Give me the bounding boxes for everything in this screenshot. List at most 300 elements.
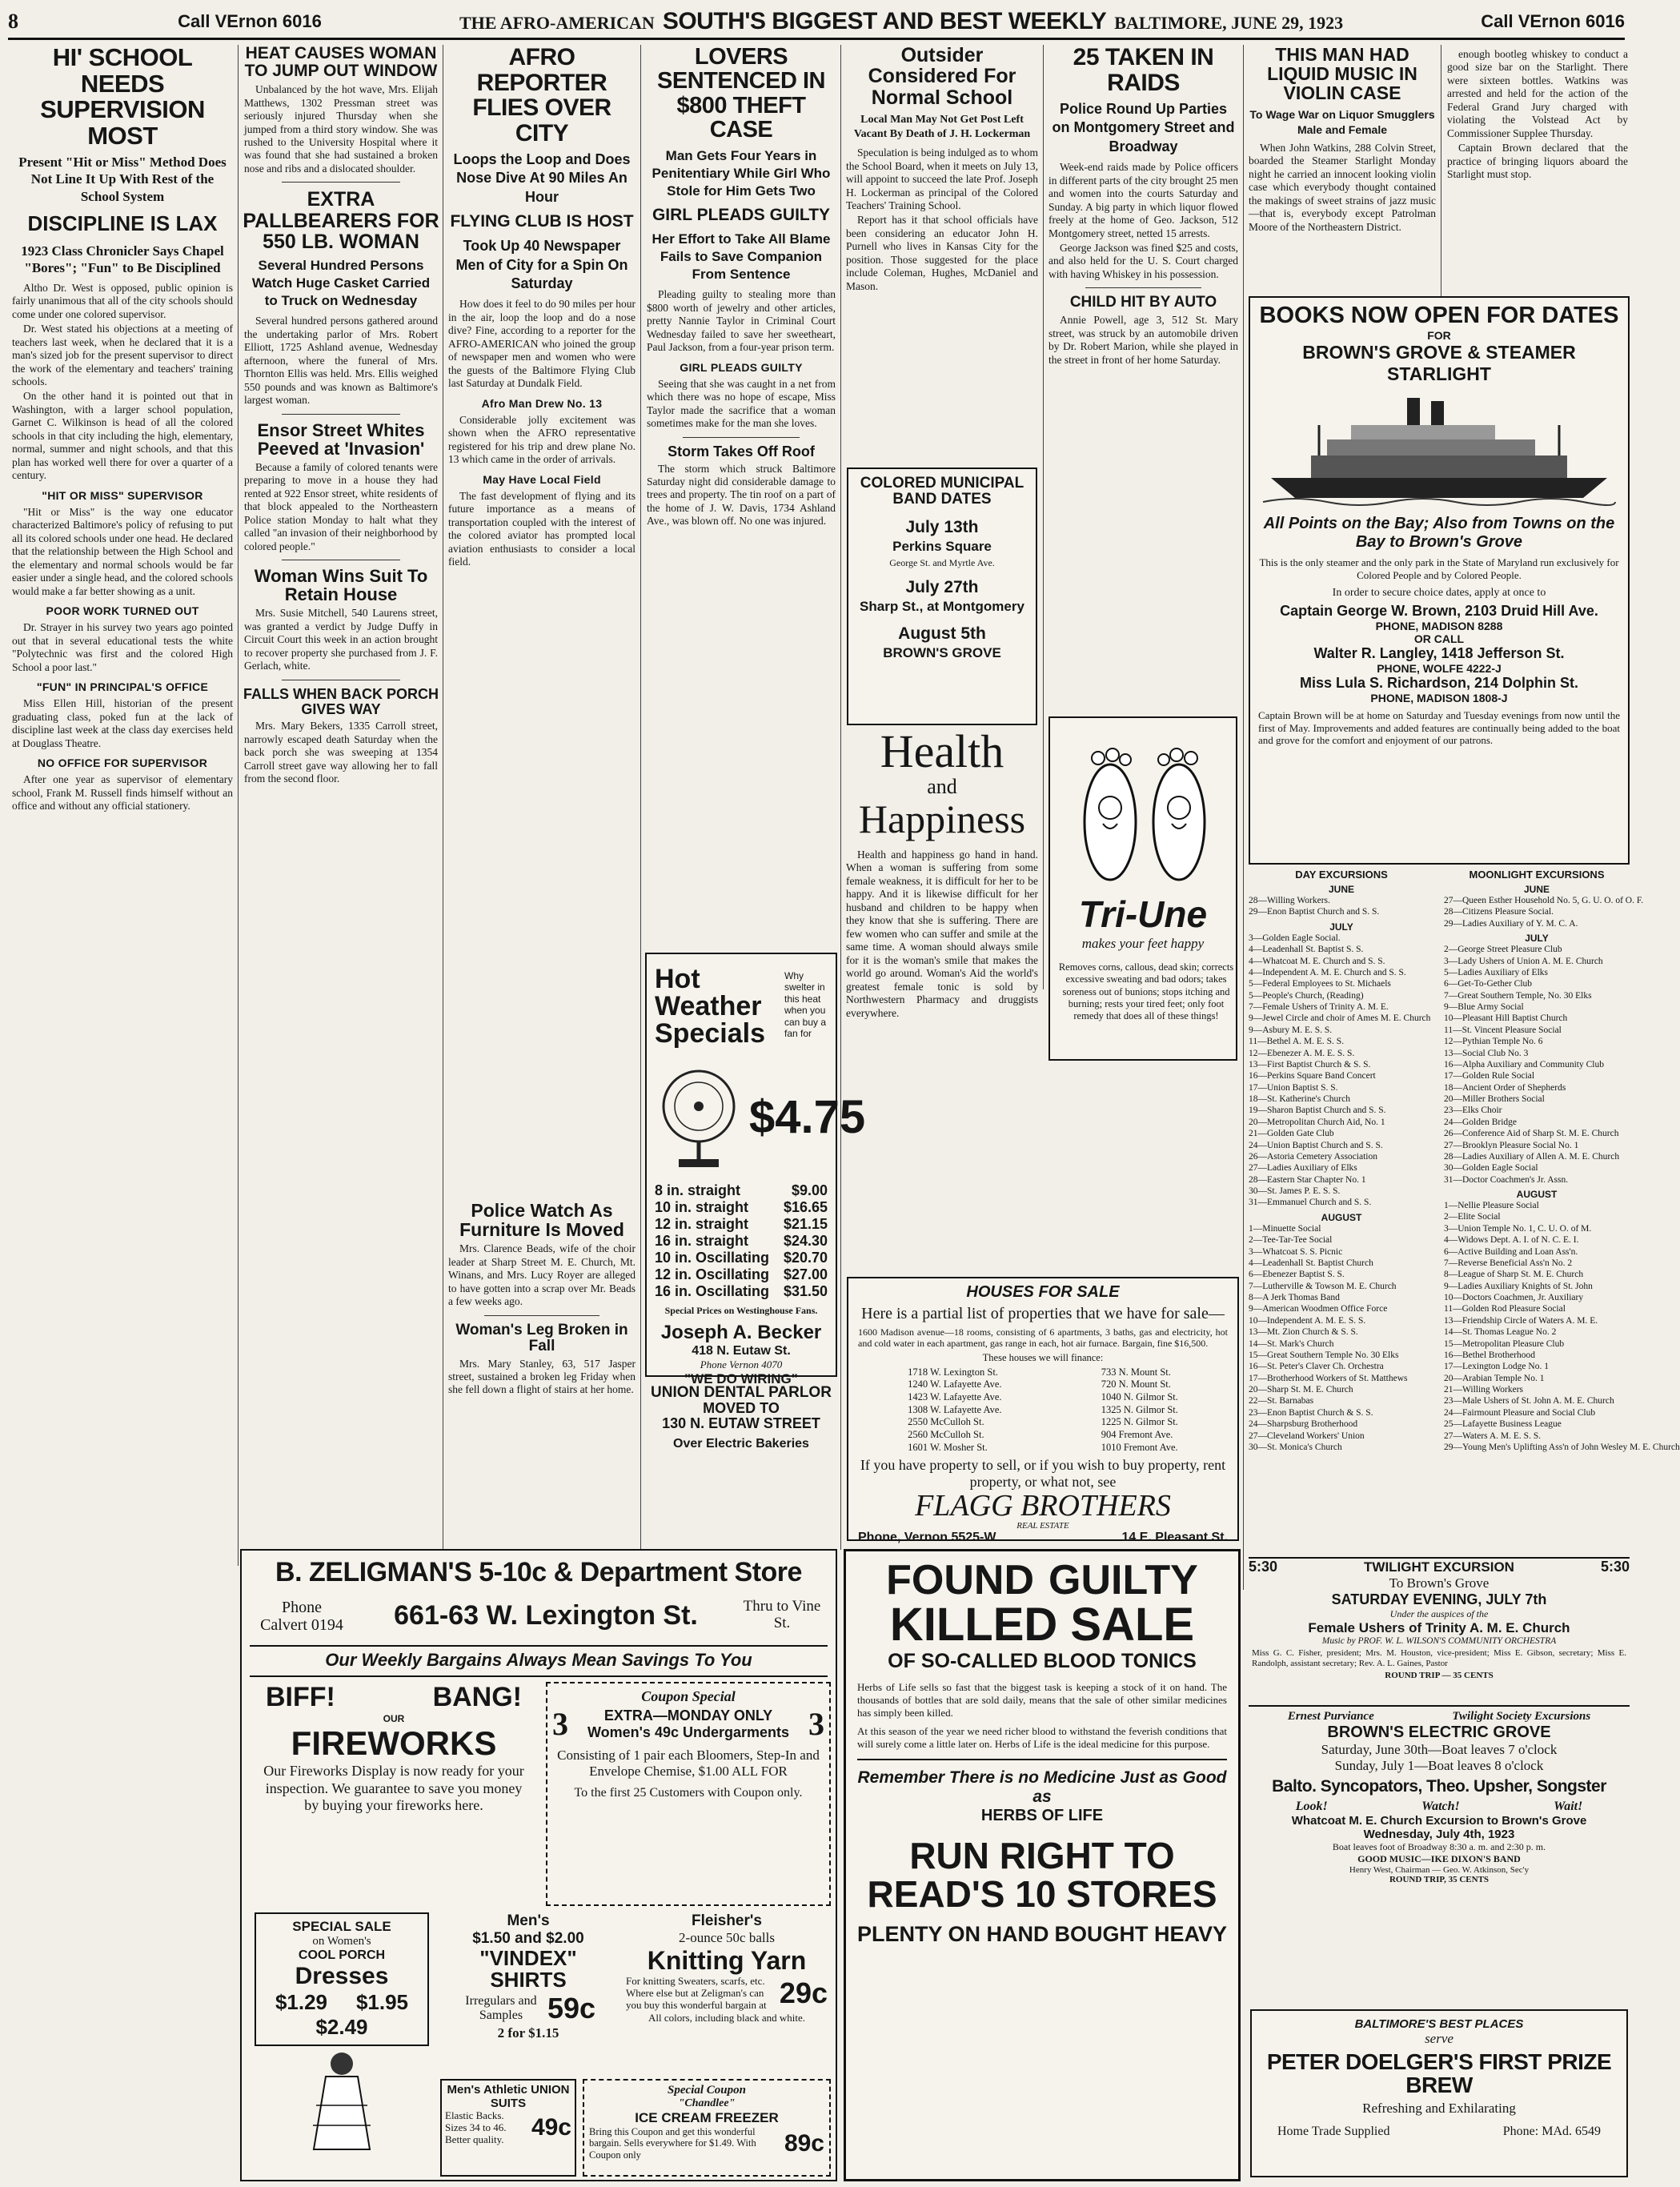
list-item: 11—Golden Rod Pleasure Social (1444, 1304, 1566, 1314)
union-suits-section (440, 2079, 576, 2177)
list-item: 1423 W. Lafayette Ave. (908, 1391, 1002, 1403)
column-rule (238, 45, 239, 1566)
paragraph: Considerable jolly excitement was shown when the AFRO representative registered for his trip and drew plane No. 13 which came in the order of arrivals. (448, 413, 636, 466)
ad-body: Elastic Backs. Sizes 34 to 46. Better quality. (445, 2109, 507, 2145)
list-item: 27—Waters A. M. E. S. S. (1444, 1431, 1542, 1441)
ad-line: 2-ounce 50c balls (679, 1930, 775, 1945)
list-item: 12—Ebenezer A. M. E. S. S. (1249, 1048, 1355, 1058)
price-value: $24.30 (783, 1233, 828, 1249)
ad-name: PETER DOELGER'S FIRST PRIZE BREW (1266, 2049, 1612, 2098)
fireworks-section (250, 1682, 538, 1906)
deck-3: Her Effort to Take All Blame Fails to Save Companion From Sentence (652, 231, 831, 283)
ad-item: Knitting Yarn (647, 1946, 807, 1975)
phone-number: Calvert 0194 (260, 1616, 343, 1634)
band-title: COLORED MUNICIPAL BAND DATES (860, 475, 1024, 508)
list-item: 720 N. Mount St. (1101, 1378, 1171, 1390)
column-rule (840, 45, 841, 1550)
paragraph: Week-end raids made by Police officers in different parts of the city brought 25 men and women into the courts Saturday and Sunday. A big party in which liquor flowed freely at the home of Geo. Jackson, 512 Montgomery street, netted 15 arrests. (1048, 161, 1238, 239)
paragraph: George Jackson was fined $25 and costs, and also held for the U. S. Court charged with having Whiskey in his possession. (1048, 241, 1238, 280)
column-3-lower (446, 1201, 638, 1537)
price-value: $27.00 (783, 1266, 828, 1282)
time-left: 5:30 (1249, 1559, 1278, 1575)
steamer-icon (1263, 390, 1615, 510)
list-item: 29—Ladies Auxiliary of Y. M. C. A. (1444, 918, 1578, 929)
ad-health-happiness (844, 725, 1040, 1273)
price-item: 8 in. straight (655, 1182, 741, 1198)
section-heading: POOR WORK TURNED OUT (46, 604, 199, 618)
paragraph: Annie Powell, age 3, 512 St. Mary street, was struck by an automobile driven by Dr. Robert Marion, while she played in the street in front of her home Saturday. (1048, 314, 1238, 366)
ad-title: TWILIGHT EXCURSION (1364, 1559, 1514, 1575)
deck-2: GIRL PLEADS GUILTY (652, 206, 831, 225)
ad-line: Under the auspices of the (1389, 1608, 1489, 1619)
price-item: 16 in. Oscillating (655, 1283, 770, 1299)
divider (282, 414, 401, 415)
paragraph: On the other hand it is pointed out that in Washington, with a larger school population, Garnet C. Wilkinson is head of all the colored schools in that city including the high, elementary, normal, summer and night schools, and that this plan has worked well there for over a quarter of a century. (12, 390, 233, 482)
ad-title-2: and (927, 775, 957, 798)
list-item: 2—Tee-Tar-Tee Social (1249, 1235, 1333, 1246)
ad-for: FOR (1427, 329, 1451, 342)
list-item: 29—Young Men's Uplifting Ass'n of John Wesley M. E. Church (1444, 1442, 1680, 1452)
list-item: 13—Friendship Circle of Waters A. M. E. (1444, 1315, 1598, 1326)
price-list (647, 1182, 836, 1387)
ad-body: Herbs of Life sells so fast that the biggest task is keeping a stock of it on hand. The thousands of bottles that are sold daily, means that the sale of other similar medicines has simply been killed. (857, 1680, 1227, 1720)
list-item: 16—St. Peter's Claver Ch. Orchestra (1249, 1362, 1384, 1372)
ad-found: FOUND (886, 1557, 1035, 1603)
deck: Present "Hit or Miss" Method Does Not Line It Up With Rest of the School System (18, 154, 227, 204)
headline-heat: HEAT CAUSES WOMAN TO JUMP OUT WINDOW (244, 44, 438, 81)
shirts-section (440, 1912, 616, 2073)
ad-line: Ernest Purviance (1287, 1710, 1374, 1723)
list-item: 1225 N. Gilmor St. (1101, 1416, 1178, 1428)
paragraph: Mrs. Mary Bekers, 1335 Carroll street, narrowly escaped death Saturday when the back porch she was sweeping at 1354 Carroll street gave way allowing her to fall from the second floor. (244, 720, 438, 785)
list-item: 2—George Street Pleasure Club (1444, 945, 1562, 955)
deck: Man Gets Four Years in Penitentiary While Girl Who Stole for Him Gets Two (652, 147, 831, 199)
price-row (647, 1199, 836, 1216)
list-item: 904 Fremont Ave. (1101, 1428, 1173, 1440)
list-item: 13—Social Club No. 3 (1444, 1048, 1529, 1058)
list-item: 31—Emmanuel Church and S. S. (1249, 1198, 1372, 1208)
article-raids (1046, 45, 1241, 733)
list-item: 24—Union Baptist Church and S. S. (1249, 1140, 1383, 1150)
deck-3: Took Up 40 Newspaper Men of City for a Spin On Saturday (455, 238, 628, 291)
contact-1-phone: PHONE, MADISON 8288 (1375, 620, 1503, 632)
ad-body: Health and happiness go hand in hand. When a woman is suffering from some female weakness, it is difficult for her to be happy. And it is likewise difficult for her husband and children to be happy when they know that she is suffering. There are few women who can suffer and smile at the same time. A woman should always smile for it is the woman's smile that makes the world go around. Woman's Aid the world's greatest female tonic is sold by Northwestern Pharmacy and druggists everywhere. (846, 849, 1038, 1019)
list-item: 15—Great Southern Temple No. 30 Elks (1249, 1350, 1399, 1360)
column-2 (242, 45, 440, 1558)
ad-title: BOOKS NOW OPEN FOR DATES (1259, 303, 1619, 328)
excursion-lists (1249, 869, 1680, 1553)
list-item: 9—Blue Army Social (1444, 1002, 1524, 1012)
ad-houses (847, 1277, 1239, 1544)
paragraph: When John Watkins, 288 Colvin Street, boarded the Steamer Starlight Monday night he carried an innocent looking violin case which everybody thought contained the makings of sweet strains of jazz music—that is, everybody except Patrolman Moore of the Northeastern District. (1249, 141, 1436, 233)
article-violin-cont (1445, 45, 1630, 293)
list-item: 5—Ladies Auxiliary of Elks (1444, 967, 1548, 977)
band-place: Sharp St., at Montgomery (860, 599, 1024, 615)
ad-ex: Boat leaves foot of Broadway 8:30 a. m. and 2:30 p. m. (1332, 1841, 1546, 1852)
ad-music: Music by PROF. W. L. WILSON'S COMMUNITY ORCHESTRA (1321, 1636, 1557, 1646)
ad-brew (1250, 2009, 1628, 2177)
column-rule (640, 45, 641, 1566)
price-item: 12 in. Oscillating (655, 1266, 770, 1282)
list-item: 20—Miller Brothers Social (1444, 1094, 1545, 1104)
ad-top: BALTIMORE'S BEST PLACES (1354, 2017, 1524, 2031)
list-item: 26—Astoria Cemetery Association (1249, 1151, 1377, 1162)
call-left: Call VErnon 6016 (178, 10, 322, 31)
paper-name: THE AFRO-AMERICAN (459, 12, 655, 33)
article-high-school (10, 45, 235, 2181)
ad-ex: Whatcoat M. E. Church Excursion to Brown's Grove (1291, 1814, 1587, 1828)
list-item: 1040 N. Gilmor St. (1101, 1391, 1178, 1403)
list-item: 22—St. Barnabas (1249, 1396, 1314, 1407)
ad-sun: Sunday, July 1—Boat leaves 8 o'clock (1334, 1758, 1544, 1773)
paragraph: Mrs. Clarence Beads, wife of the choir leader at Sharp Street M. E. Church, Mt. Winans, and Mrs. Lucy Royer are alleged to have gotten into a scrap over Mr. Beads a few weeks ago. (448, 1242, 636, 1308)
paragraph: Miss Ellen Hill, historian of the present graduating class, poked fun at the lack of discipline last week at the class day exercises held at Douglass Theatre. (12, 697, 233, 749)
list-item: 17—Golden Rule Social (1444, 1071, 1535, 1081)
ad-dental (645, 1385, 837, 1497)
list-item: 31—Doctor Coachmen's Jr. Assn. (1444, 1174, 1569, 1185)
coupon-undergarments (546, 1682, 831, 1906)
bang-text: BANG! (432, 1682, 522, 1712)
list-item: 20—Sharp St. M. E. Church (1249, 1385, 1353, 1394)
ad-stores: READ'S 10 STORES (867, 1873, 1217, 1916)
article-lovers (644, 45, 838, 957)
section-heading: May Have Local Field (483, 472, 601, 486)
coupon-freezer (583, 2079, 831, 2177)
fireworks-title: FIREWORKS (291, 1724, 497, 1762)
ad-info: This is the only steamer and the only park in the State of Maryland run exclusively for Colored People and by Colored People. (1259, 556, 1619, 581)
ad-killed-sale: KILLED SALE (889, 1599, 1195, 1651)
list-item: 1240 W. Lafayette Ave. (908, 1378, 1002, 1390)
price-row (647, 1283, 836, 1300)
list-item: 30—St. Monica's Church (1249, 1442, 1342, 1452)
merchant-address: 418 N. Eutaw St. (692, 1344, 791, 1358)
deck-2: FLYING CLUB IS HOST (450, 212, 634, 231)
ad-body: Removes corns, callous, dead skin; corrects excessive sweating and bad odors; takes soreness out of bunions; stops itching and burning; rests your tired feet; only foot remedy that does all of these things! (1058, 961, 1234, 1021)
ad-intro: Here is a partial list of properties that we have for sale— (861, 1305, 1225, 1322)
list-item: 20—Metropolitan Church Aid, No. 1 (1249, 1117, 1385, 1127)
paragraph: Dr. West stated his objections at a meeting of teachers last week, when he declared that it is a man's sized job for the present supervisor to direct the work of the elementary and teachers' training schools. (12, 323, 233, 388)
ad-title: HOUSES FOR SALE (966, 1283, 1120, 1301)
headline: AFRO REPORTER FLIES OVER CITY (472, 44, 611, 146)
price: 29c (779, 1976, 828, 2010)
ad-electric-grove (1249, 1705, 1630, 1993)
list-item: 3—Union Temple No. 1, C. U. O. of M. (1444, 1223, 1592, 1234)
firm-phone: Phone, Vernon 5525-W (858, 1530, 996, 1544)
list-item: 19—Sharon Baptist Church and S. S. (1249, 1106, 1386, 1116)
contact-3-phone: PHONE, MADISON 1808-J (1370, 692, 1508, 704)
band-place-sub: George St. and Myrtle Ave. (889, 557, 995, 569)
list-item: 23—Male Ushers of St. John A. M. E. Church (1444, 1396, 1614, 1407)
ad-closing: Captain Brown will be at home on Saturday and Tuesday evenings from now until the first of May. Improvements and added features are continually being added to the boat and grove for the comfort and enjoyment of our patrons. (1258, 709, 1620, 747)
time-right: 5:30 (1600, 1559, 1630, 1575)
list-item: 9—American Woodmen Office Force (1249, 1304, 1388, 1314)
list-item: 16—Perkins Square Band Concert (1249, 1071, 1376, 1081)
coupon-title: Coupon Special (641, 1688, 736, 1704)
list-item: 6—Get-To-Gether Club (1444, 979, 1533, 989)
ad-brand: Tri-Une (1078, 893, 1208, 935)
ad-ex: Henry West, Chairman — Geo. W. Atkinson, Sec'y (1349, 1865, 1530, 1875)
coupon-body: Bring this Coupon and get this wonderful bargain. Sells everywhere for $1.49. With Coupon only (589, 2126, 756, 2161)
section-heading: "FUN" IN PRINCIPAL'S OFFICE (36, 680, 209, 694)
ad-line: COOL PORCH (298, 1948, 386, 1962)
band-dates-box (847, 467, 1037, 725)
column-rule (1243, 45, 1244, 1590)
price-row (647, 1266, 836, 1283)
headline: LOVERS SENTENCED IN $800 THEFT CASE (657, 44, 825, 143)
list-item: 23—Enon Baptist Church & S. S. (1249, 1407, 1373, 1418)
ad-line: 2 for $1.15 (497, 2024, 559, 2041)
list-item: 9—Jewel Circle and choir of Ames M. E. Church (1249, 1013, 1431, 1024)
ad-name: BROWN'S GROVE & STEAMER STARLIGHT (1302, 342, 1576, 384)
ad-line: UNION DENTAL PARLOR (651, 1384, 832, 1401)
price: $1.29 (275, 1990, 328, 2014)
price-item: 10 in. straight (655, 1199, 749, 1215)
ad-plenty: PLENTY ON HAND (857, 1921, 1049, 1946)
ad-line: All colors, including black and white. (648, 2011, 806, 2024)
list-item: 7—Reverse Beneficial Ass'n No. 2 (1444, 1258, 1573, 1268)
ad-phone (258, 1599, 346, 1634)
headline-storm: Storm Takes Off Roof (668, 443, 815, 459)
paragraph: Dr. Strayer in his survey two years ago pointed out that in several educational tests the white "Polytechnic was first and the colored High School a poor last." (12, 621, 233, 673)
list-item: 10—Doctors Coachmen, Jr. Auxiliary (1444, 1293, 1584, 1302)
list-item: 18—St. Katherine's Church (1249, 1094, 1350, 1104)
price: $1.95 (355, 1990, 409, 2014)
house-list (858, 1366, 1228, 1454)
feet-icon (1074, 728, 1215, 888)
coupon-line: Consisting of 1 pair each Bloomers, Step-In and Envelope Chemise, $1.00 ALL FOR (557, 1748, 820, 1780)
fan-icon (655, 1066, 743, 1170)
paragraph: How does it feel to do 90 miles per hour in the air, loop the loop and do a nose dive? Fine, according to a reporter for the AFRO-AMERICAN who joined the group of newspaper men and women who were the guests of the Baltimore Flying Club last Saturday at Dundalk Field. (448, 298, 636, 390)
issue-date: BALTIMORE, JUNE 29, 1923 (1114, 12, 1344, 33)
ad-guilty: GUILTY (1048, 1557, 1198, 1603)
list-item: 3—Lady Ushers of Union A. M. E. Church (1444, 956, 1603, 966)
article-afro-reporter (446, 45, 638, 925)
list-item: 733 N. Mount St. (1101, 1366, 1171, 1378)
list-item: 6—Active Building and Loan Ass'n. (1444, 1246, 1578, 1257)
list-item: 17—Lexington Lodge No. 1 (1444, 1362, 1549, 1372)
ad-slogan: Our Weekly Bargains Always Mean Savings To You (325, 1650, 752, 1670)
ad-tagline: Why swelter in this heat when you can buy a fan for (784, 970, 827, 1039)
ad-wait: Wait! (1554, 1800, 1583, 1813)
price-row (647, 1250, 836, 1266)
coupon-line: EXTRA—MONDAY ONLY (603, 1707, 773, 1724)
ad-twilight (1249, 1557, 1630, 1701)
ad-watch: Watch! (1421, 1800, 1460, 1813)
list-item: 16—Alpha Auxiliary and Community Club (1444, 1059, 1604, 1069)
list-item: 13—Mt. Zion Church & S. S. (1249, 1327, 1358, 1338)
paragraph: Mrs. Susie Mitchell, 540 Laurens street, was granted a verdict by Judge Duffy in Circuit Court this week in an action brought to recover property she purchased from J. F. Gerlach, white. (244, 607, 438, 672)
biff-text: BIFF! (266, 1682, 335, 1712)
ad-line: Men's (507, 1912, 550, 1929)
merchant: Joseph A. Becker (660, 1322, 822, 1343)
list-item: 13—First Baptist Church & S. S. (1249, 1059, 1371, 1069)
ad-zeligman (240, 1549, 837, 2181)
headline-child: CHILD HIT BY AUTO (1069, 294, 1217, 311)
ad-line: SPECIAL SALE (292, 1919, 391, 1934)
ad-title-3: Happiness (858, 797, 1026, 841)
price-value: $9.00 (791, 1182, 828, 1198)
coupon-line: To the first 25 Customers with Coupon only. (574, 1785, 803, 1800)
list-item: 1010 Fremont Ave. (1101, 1441, 1178, 1453)
paragraph: Speculation is being indulged as to whom the School Board, when it meets on July 13, will appoint to succeed the late Prof. Joseph H. Lockerman as principal of the Colored Teachers' Training School. (846, 146, 1038, 211)
masthead (8, 5, 1625, 40)
coupon-item: ICE CREAM FREEZER (635, 2110, 779, 2125)
ad-item: Men's Athletic UNION SUITS (447, 2083, 570, 2110)
phone-label: Phone (282, 1599, 322, 1616)
headline-police: Police Watch As Furniture Is Moved (459, 1200, 624, 1241)
price-row (647, 1216, 836, 1233)
price: $2.49 (315, 2015, 368, 2039)
list-item: 4—Whatcoat M. E. Church and S. S. (1249, 956, 1385, 966)
list-item: 14—St. Thomas League No. 2 (1444, 1327, 1557, 1338)
article-normal-school (844, 45, 1040, 461)
merchant-phone: Phone Vernon 4070 (700, 1358, 783, 1370)
our-text: OUR (383, 1713, 405, 1724)
ad-herbs-of-life (844, 1549, 1241, 2181)
ad-title: BROWN'S ELECTRIC GROVE (1327, 1724, 1551, 1741)
deck: Local Man May Not Get Post Left Vacant By Death of J. H. Lockerman (853, 113, 1031, 140)
ad-home: Home Trade Supplied (1277, 2124, 1390, 2138)
list-item: 10—Independent A. M. E. S. S. (1249, 1315, 1366, 1326)
list-item: 4—Widows Dept. A. I. of N. C. E. I. (1444, 1235, 1579, 1246)
article-violin (1246, 45, 1438, 293)
ad-look: Look! (1295, 1800, 1328, 1813)
list-item: 30—St. James P. E. S. S. (1249, 1186, 1341, 1196)
price-item: 10 in. Oscillating (655, 1250, 770, 1266)
ad-or: OR CALL (1413, 632, 1465, 645)
section-heading: Afro Man Drew No. 13 (481, 396, 603, 410)
coupon-line: Women's 49c Undergarments (587, 1724, 790, 1740)
list-item: 21—Willing Workers (1444, 1385, 1524, 1394)
ad-title: Hot Weather Specials (655, 964, 765, 1049)
ad-tag: Refreshing and Exhilarating (1362, 2100, 1516, 2116)
headline-suit: Woman Wins Suit To Retain House (254, 566, 428, 605)
coupon-name: "Chandlee" (678, 2097, 736, 2109)
divider (282, 182, 401, 183)
list-item: 23—Elks Choir (1444, 1106, 1502, 1116)
ad-line: 130 N. EUTAW STREET (662, 1415, 820, 1431)
list-item: 17—Brotherhood Workers of St. Matthews (1249, 1373, 1408, 1383)
list-item: 1—Minuette Social (1249, 1223, 1321, 1234)
list-item: 17—Union Baptist S. S. (1249, 1082, 1338, 1093)
ad-bought: BOUGHT HEAVY (1054, 1921, 1227, 1946)
firm-sub: REAL ESTATE (1016, 1520, 1069, 1531)
excursion-columns (1249, 869, 1680, 1453)
ad-tri-une (1048, 716, 1237, 1061)
headline-porch: FALLS WHEN BACK PORCH GIVES WAY (243, 685, 439, 717)
yarn-section (623, 1912, 831, 2073)
ad-item: "VINDEX" SHIRTS (479, 1946, 577, 1992)
ad-fare: ROUND TRIP — 35 CENTS (1385, 1671, 1494, 1681)
ad-line: on Women's (312, 1935, 371, 1948)
price-value: $31.50 (783, 1283, 828, 1299)
headline: Outsider Considered For Normal School (868, 44, 1016, 109)
moonlight-excursions (1444, 869, 1680, 1453)
ad-line: MOVED TO (703, 1399, 780, 1416)
paragraph: After one year as supervisor of elementary school, Frank M. Russell finds himself without an office and without any official stationery. (12, 773, 233, 813)
price-value: $16.65 (783, 1199, 828, 1215)
coupon-number: 3 (552, 1706, 568, 1742)
ad-line: Twilight Society Excursions (1452, 1710, 1591, 1723)
headline: 25 TAKEN IN RAIDS (1073, 44, 1214, 96)
list-item: 29—Enon Baptist Church and S. S. (1249, 907, 1380, 917)
list-item: 27—Queen Esther Household No. 5, G. U. O. of O. F. (1444, 896, 1644, 905)
price-value: $20.70 (783, 1250, 828, 1266)
section-heading: GIRL PLEADS GUILTY (680, 360, 803, 374)
ad-phone: Phone: MAd. 6549 (1502, 2124, 1601, 2138)
price-item: 12 in. straight (655, 1216, 749, 1232)
list-item: 21—Golden Gate Club (1249, 1129, 1334, 1139)
paragraph: Mrs. Mary Stanley, 63, 517 Jasper street, sustained a broken leg Friday when she fell down a flight of stairs at her home. (448, 1357, 636, 1396)
paragraph: Report has it that school officials have been considering an educator John H. Purnell who lives in Kansas City for the position. Those suggested for the place include Coleman, Hughes, McDaniel and Mason. (846, 214, 1038, 292)
price: 89c (784, 2129, 824, 2157)
dresses-section (250, 1912, 434, 2177)
firm-name: FLAGG BROTHERS (915, 1488, 1171, 1523)
price-row (647, 1233, 836, 1250)
ad-ex: GOOD MUSIC—IKE DIXON'S BAND (1357, 1853, 1521, 1864)
price: 59c (547, 1991, 596, 2024)
price-value: $21.15 (783, 1216, 828, 1232)
ad-body: For knitting Sweaters, scarfs, etc. Where else but at Zeligman's can you buy this wonderful bargain at (626, 1975, 767, 2011)
divider (484, 1315, 599, 1316)
list-item: 11—St. Vincent Pleasure Social (1444, 1025, 1562, 1035)
month-heading: JUNE (1328, 884, 1354, 895)
band-date: July 27th (905, 578, 979, 597)
list-item: 9—Ladies Auxiliary Knights of St. John (1444, 1281, 1593, 1291)
list-item: 18—Ancient Order of Shepherds (1444, 1082, 1566, 1093)
ad-address: 661-63 W. Lexington St. (394, 1600, 698, 1631)
ad-ex: ROUND TRIP, 35 CENTS (1389, 1875, 1490, 1884)
paper-slogan: SOUTH'S BIGGEST AND BEST WEEKLY (662, 7, 1107, 34)
section-heading: "HIT OR MISS" SUPERVISOR (42, 488, 203, 502)
divider (683, 437, 799, 438)
list-item: 5—People's Church, (Reading) (1249, 990, 1364, 1001)
list-item: 7—Lutherville & Towson M. E. Church (1249, 1281, 1397, 1291)
ad-herbs: HERBS OF LIFE (980, 1807, 1104, 1825)
paragraph: The storm which struck Baltimore Saturday night did considerable damage to trees and property. The tin roof on a part of the home of J. W. Davis, 1734 Ashland Ave., was blown off. No one was injured. (647, 462, 836, 528)
divider (250, 1675, 828, 1677)
list-item: 10—Pleasant Hill Baptist Church (1444, 1013, 1568, 1024)
ad-closing: If you have property to sell, or if you wish to buy property, rent property, or what not, see (860, 1457, 1226, 1490)
list-item: 4—Independent A. M. E. Church and S. S. (1249, 967, 1406, 977)
list-item: 4—Leadenhall St. Baptist Church (1249, 1258, 1373, 1268)
list-item: 28—Ladies Auxiliary of Allen A. M. E. Church (1444, 1151, 1620, 1162)
ad-browns-grove (1249, 296, 1630, 865)
list-item: 1—Nellie Pleasure Social (1444, 1201, 1539, 1210)
ad-tagline: makes your feet happy (1081, 936, 1205, 951)
list-item: 27—Cleveland Workers' Union (1249, 1431, 1365, 1441)
ad-order: In order to secure choice dates, apply at once to (1332, 587, 1546, 599)
paragraph: Captain Brown declared that the practice of bringing liquors aboard the Starlight must stop. (1447, 142, 1628, 181)
ad-subtitle: OF SO-CALLED BLOOD TONICS (888, 1649, 1197, 1672)
contact-1: Captain George W. Brown, 2103 Druid Hill Ave. (1280, 603, 1598, 619)
deck: Several Hundred Persons Watch Huge Casket Carried to Truck on Wednesday (251, 258, 431, 309)
list-item: 2560 McCulloh St. (908, 1428, 984, 1440)
band-date: August 5th (898, 624, 986, 644)
paragraph: enough bootleg whiskey to conduct a good size bar on the Starlight. There were sixteen bottles. Watkins was arrested and held for the action of the Federal Grand Jury charged with violating the Volstead Act by Commissioner Supplee Thursday. (1447, 48, 1628, 139)
paragraph: Unbalanced by the hot wave, Mrs. Elijah Matthews, 1302 Pressman street was seriously injured Thursday when she jumped from a third story window. She was rushed to the University Hospital where it was found that she had sustained a broken nose and ribs and a dislocated shoulder. (244, 83, 438, 175)
ad-line: Fleisher's (692, 1912, 762, 1929)
list-item: 24—Golden Bridge (1444, 1117, 1518, 1127)
paragraph: The fast development of flying and its future importance as a means of transportation coupled with the interest of the colored aviator has prompted local aviation enthusiasts to consider a local field. (448, 489, 636, 568)
band-place: Perkins Square (892, 538, 992, 554)
contact-2-phone: PHONE, WOLFE 4222-J (1377, 662, 1502, 675)
month-heading: AUGUST (1321, 1211, 1362, 1223)
coupon-number: 3 (808, 1706, 824, 1742)
paragraph: Seeing that she was caught in a net from which there was no hope of escape, Miss Taylor made the sacrifice that a woman sometimes make for the man she loves. (647, 377, 836, 430)
ad-line: To Brown's Grove (1389, 1575, 1490, 1591)
list-item: 12—Pythian Temple No. 6 (1444, 1037, 1543, 1047)
